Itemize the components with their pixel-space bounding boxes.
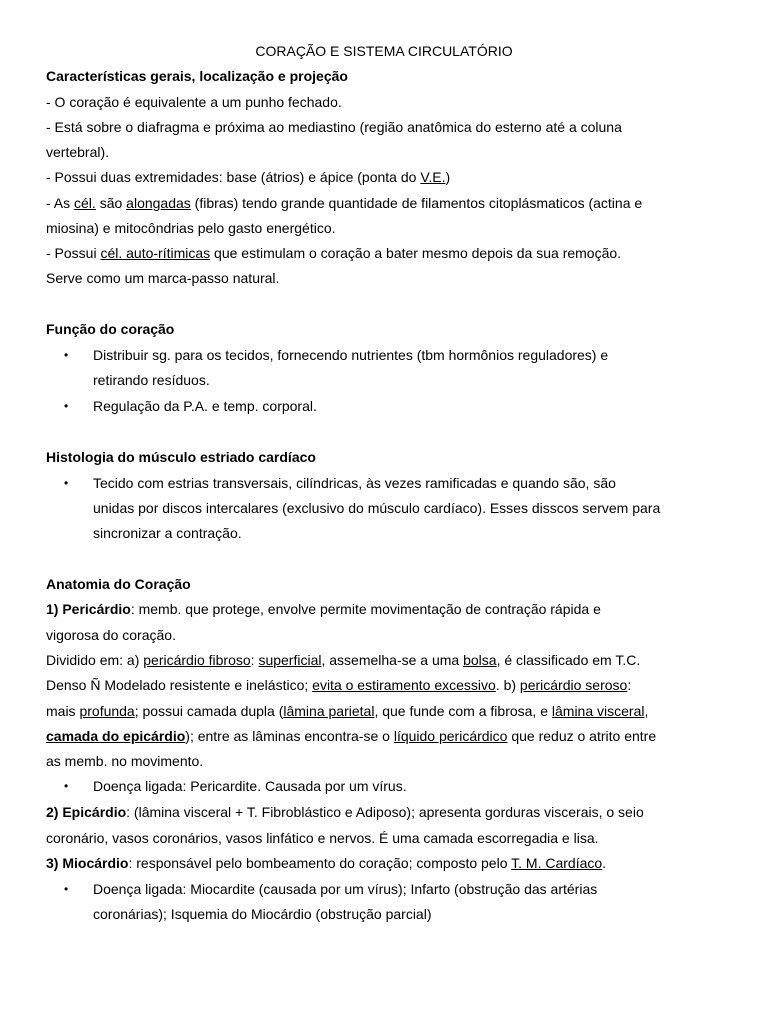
underlined-term: pericárdio fibroso <box>143 652 251 668</box>
text-segment: ; possui camada dupla ( <box>134 703 284 719</box>
text-segment: : (lâmina visceral + T. Fibroblástico e Adiposo); apresenta gorduras viscerais, o seio <box>126 804 644 820</box>
text-segment: Dividido em: a) <box>46 652 144 668</box>
text-segment: Denso Ñ Modelado resistente e inelástico; <box>46 677 313 693</box>
underlined-term: cél. auto-rítimicas <box>100 245 211 261</box>
text-line: vigorosa do coração. <box>46 627 176 643</box>
subheading-epicardio: 2) Epicárdio <box>46 804 127 820</box>
text-segment: , <box>644 703 649 719</box>
underlined-term: bolsa <box>463 652 497 668</box>
text-segment: que reduz o atrito entre <box>507 728 657 744</box>
text-line: - O coração é equivalente a um punho fechado. <box>46 94 342 110</box>
text-segment: : <box>250 652 259 668</box>
section-heading-funcao: Função do coração <box>46 321 175 337</box>
text-segment: , é classificado em T.C. <box>496 652 641 668</box>
underlined-term: evita o estiramento excessivo <box>312 677 496 693</box>
text-line <box>46 168 450 186</box>
bullet-icon: • <box>64 779 69 793</box>
bullet-item-text: unidas por discos intercalares (exclusivo do músculo cardíaco). Esses disscos servem para <box>93 500 661 516</box>
text-segment: - Possui duas extremidades: base (átrios) e ápice (ponta do <box>46 169 421 185</box>
text-line <box>46 676 631 694</box>
bullet-item-text: retirando resíduos. <box>93 372 210 388</box>
document-title: CORAÇÃO E SISTEMA CIRCULATÓRIO <box>255 43 513 59</box>
text-line: Serve como um marca-passo natural. <box>46 270 280 286</box>
subheading-pericardio: 1) Pericárdio <box>46 601 131 617</box>
section-heading-histologia: Histologia do músculo estriado cardíaco <box>46 449 316 465</box>
text-segment: são <box>95 195 127 211</box>
bullet-icon: • <box>64 882 69 896</box>
text-line <box>46 194 642 212</box>
text-line: coronário, vasos coronários, vasos linfático e nervos. É uma camada escorregadia e lisa. <box>46 830 599 846</box>
text-segment: ) <box>445 169 451 185</box>
bullet-item-text: sincronizar a contração. <box>93 525 242 541</box>
text-segment: . b) <box>495 677 520 693</box>
text-line <box>46 727 656 745</box>
bullet-item-text: Doença ligada: Miocardite (causada por um vírus); Infarto (obstrução das artérias <box>93 881 598 897</box>
bullet-icon: • <box>64 476 69 490</box>
bullet-item-text: Regulação da P.A. e temp. corporal. <box>93 398 317 414</box>
text-segment: - Possui <box>46 245 101 261</box>
text-line: as memb. no movimento. <box>46 753 204 769</box>
bullet-item-text: Doença ligada: Pericardite. Causada por um vírus. <box>93 778 407 794</box>
bullet-icon: • <box>64 399 69 413</box>
text-segment: (fibras) tendo grande quantidade de filamentos citoplásmaticos (actina e <box>190 195 643 211</box>
text-segment: mais <box>46 703 80 719</box>
text-line <box>46 854 606 872</box>
text-segment: : responsável pelo bombeamento do coração; composto pelo <box>128 855 512 871</box>
text-line: miosina) e mitocôndrias pelo gasto energético. <box>46 220 336 236</box>
underlined-term: superficial <box>258 652 322 668</box>
underlined-bold-term: camada do epicárdio <box>46 728 186 744</box>
text-segment: que estimulam o coração a bater mesmo depois da sua remoção. <box>210 245 622 261</box>
text-line <box>46 651 640 669</box>
text-line <box>46 600 601 618</box>
text-line: vertebral). <box>46 144 110 160</box>
text-line: - Está sobre o diafragma e próxima ao mediastino (região anatômica do esterno até a coluna <box>46 119 622 135</box>
text-segment: . <box>602 855 607 871</box>
section-heading-caracteristicas: Características gerais, localização e projeção <box>46 68 348 84</box>
underlined-term: alongadas <box>126 195 191 211</box>
text-line <box>46 244 621 262</box>
underlined-term: lâmina parietal <box>283 703 375 719</box>
bullet-item-text: Distribuir sg. para os tecidos, fornecendo nutrientes (tbm hormônios reguladores) e <box>93 347 609 363</box>
text-segment: , que funde com a fibrosa, e <box>374 703 552 719</box>
text-line <box>46 803 644 821</box>
bullet-item-text: coronárias); Isquemia do Miocárdio (obstrução parcial) <box>93 906 432 922</box>
subheading-miocardio: 3) Miocárdio <box>46 855 129 871</box>
text-segment: ); entre as lâminas encontra-se o <box>185 728 394 744</box>
text-segment: - As <box>46 195 75 211</box>
underlined-term: cél. <box>74 195 96 211</box>
text-line <box>46 702 648 720</box>
bullet-icon: • <box>64 348 69 362</box>
underlined-term: V.E. <box>420 169 446 185</box>
text-segment: : <box>627 677 632 693</box>
underlined-term: profunda <box>79 703 135 719</box>
section-heading-anatomia: Anatomia do Coração <box>46 576 191 592</box>
bullet-item-text: Tecido com estrias transversais, cilíndricas, às vezes ramificadas e quando são, são <box>93 475 616 491</box>
underlined-term: T. M. Cardíaco <box>511 855 603 871</box>
underlined-term: líquido pericárdico <box>393 728 508 744</box>
underlined-term: pericárdio seroso <box>519 677 628 693</box>
text-segment: , assemelha-se a uma <box>321 652 464 668</box>
underlined-term: lâmina visceral <box>551 703 645 719</box>
text-segment: : memb. que protege, envolve permite movimentação de contração rápida e <box>130 601 601 617</box>
